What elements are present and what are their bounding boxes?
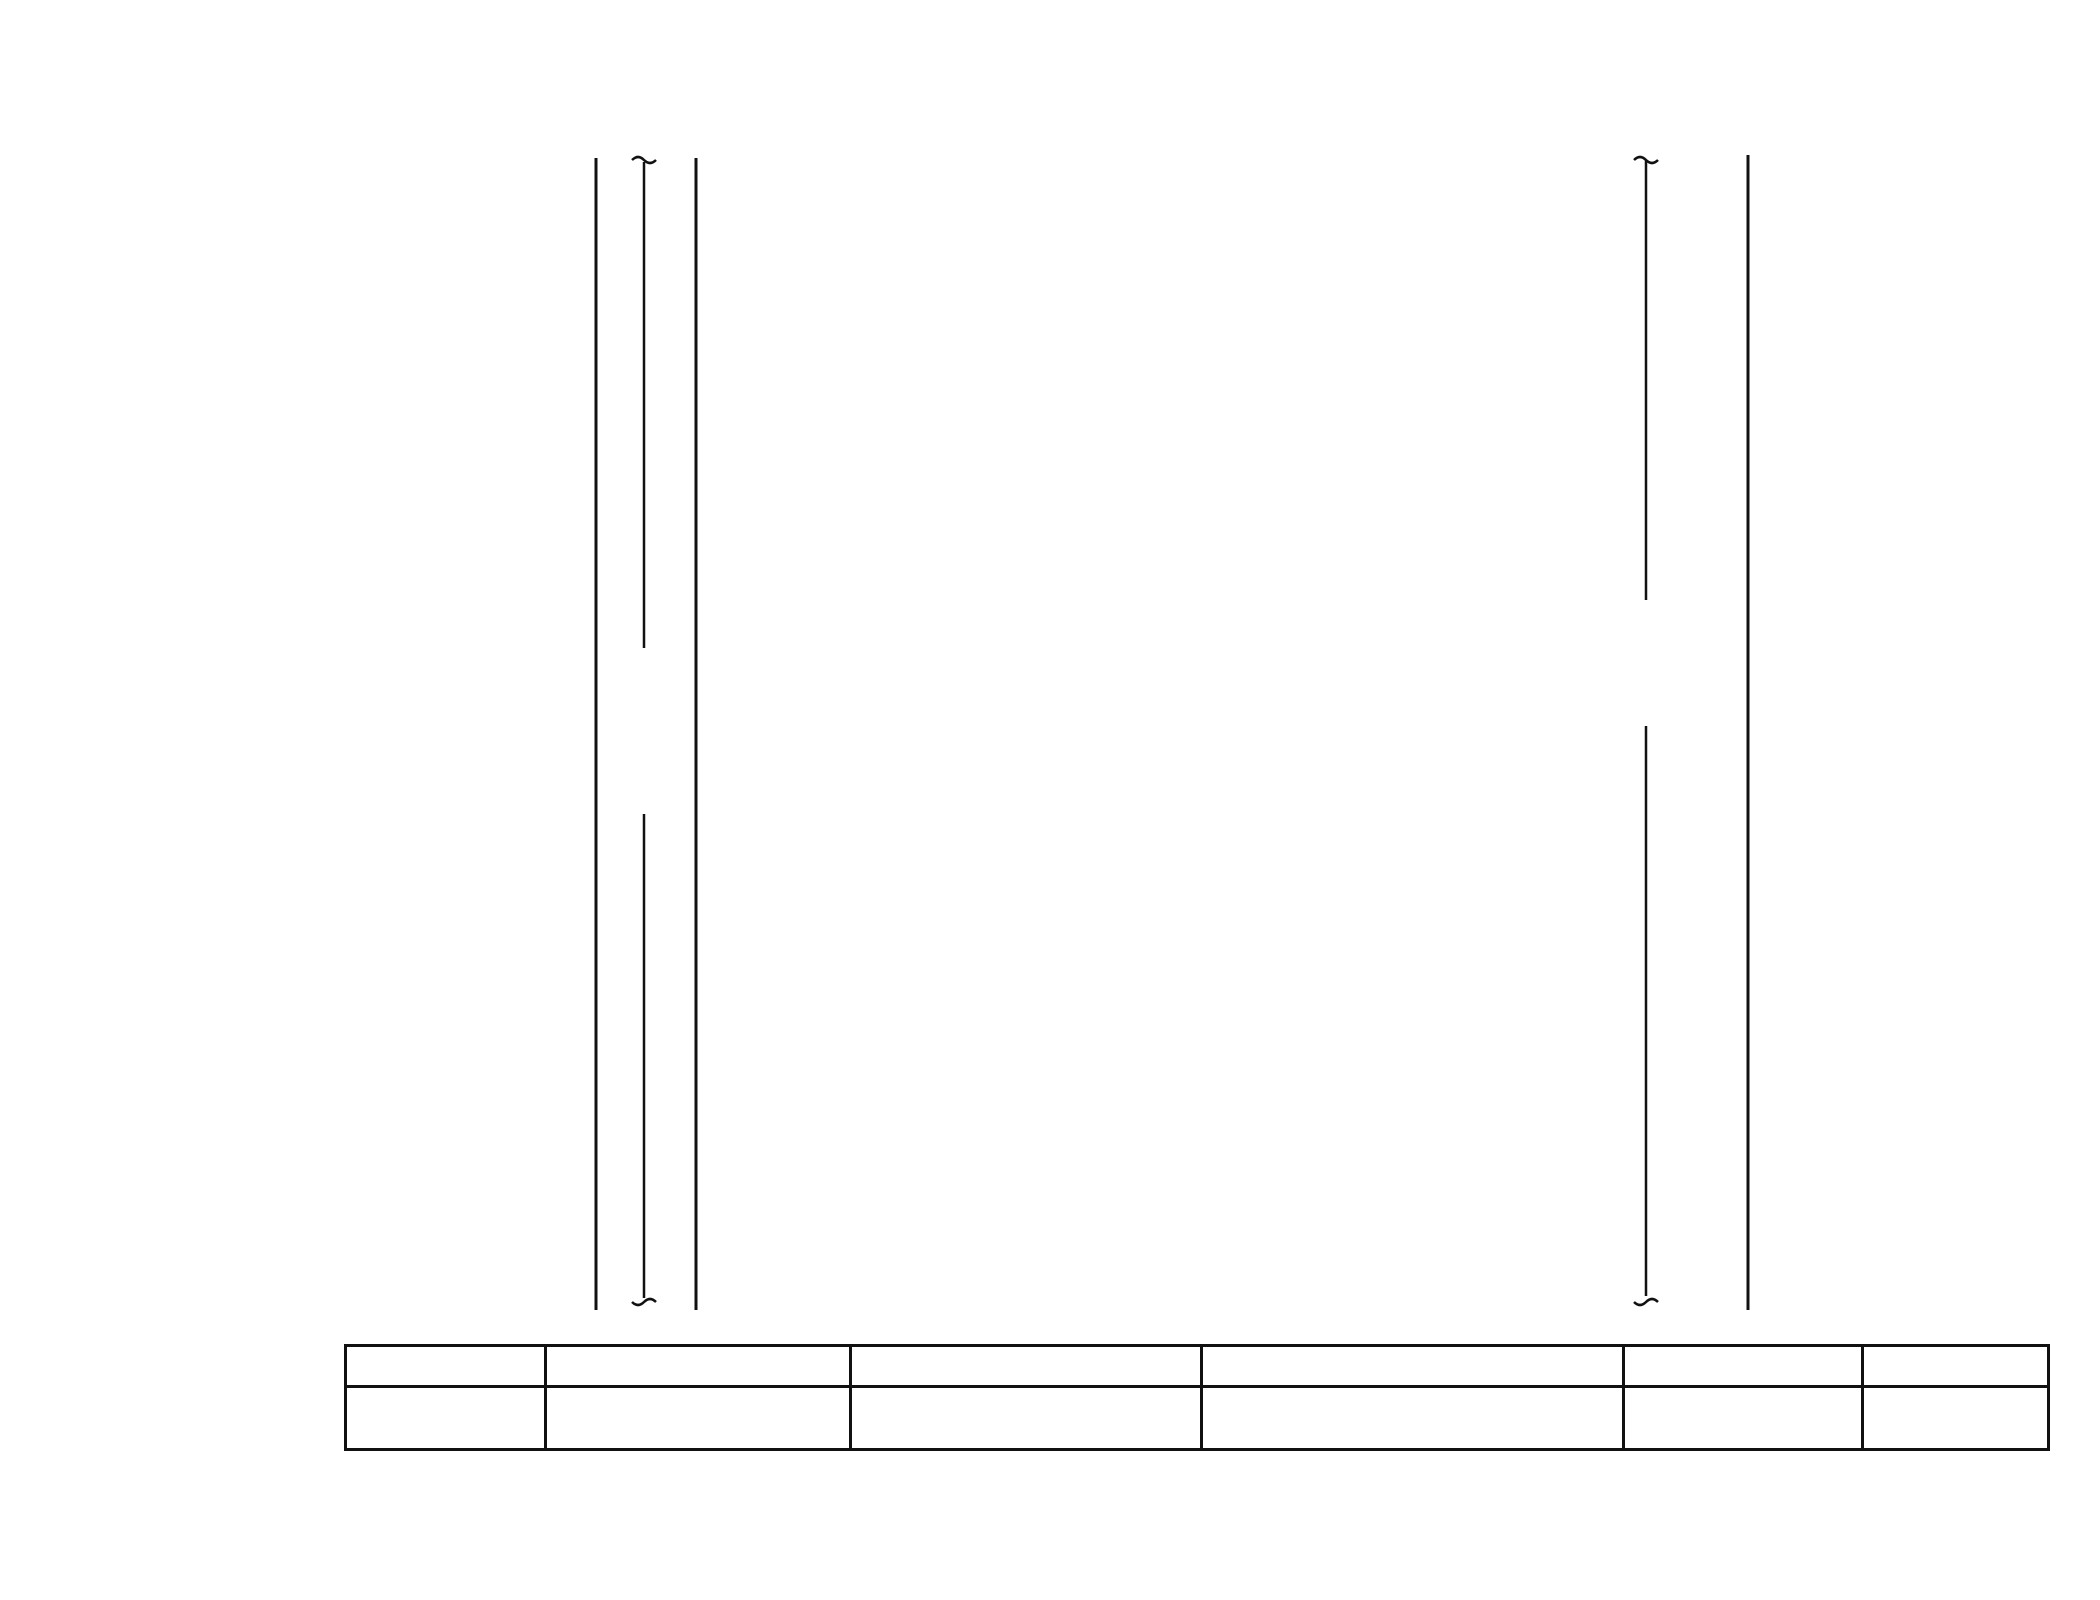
msfn-bracket (632, 157, 656, 1305)
footer-header-row (346, 1346, 2049, 1387)
footer-header-date (851, 1346, 1202, 1387)
ptc-bracket (1634, 157, 1658, 1305)
footer-value-dayrev (1623, 1387, 1863, 1450)
footer-value-edition (545, 1387, 850, 1450)
footer-value-time (1202, 1387, 1623, 1450)
footer-table (344, 1344, 2050, 1451)
footer-value-row (346, 1387, 2049, 1450)
footer-header-mission (346, 1346, 546, 1387)
footer-value-mission (346, 1387, 546, 1450)
footer-header-edition (545, 1346, 850, 1387)
footer-value-date (851, 1387, 1202, 1450)
footer-header-dayrev (1623, 1346, 1863, 1387)
footer-header-page (1863, 1346, 2049, 1387)
footer-value-page (1863, 1387, 2049, 1450)
footer-header-time (1202, 1346, 1623, 1387)
